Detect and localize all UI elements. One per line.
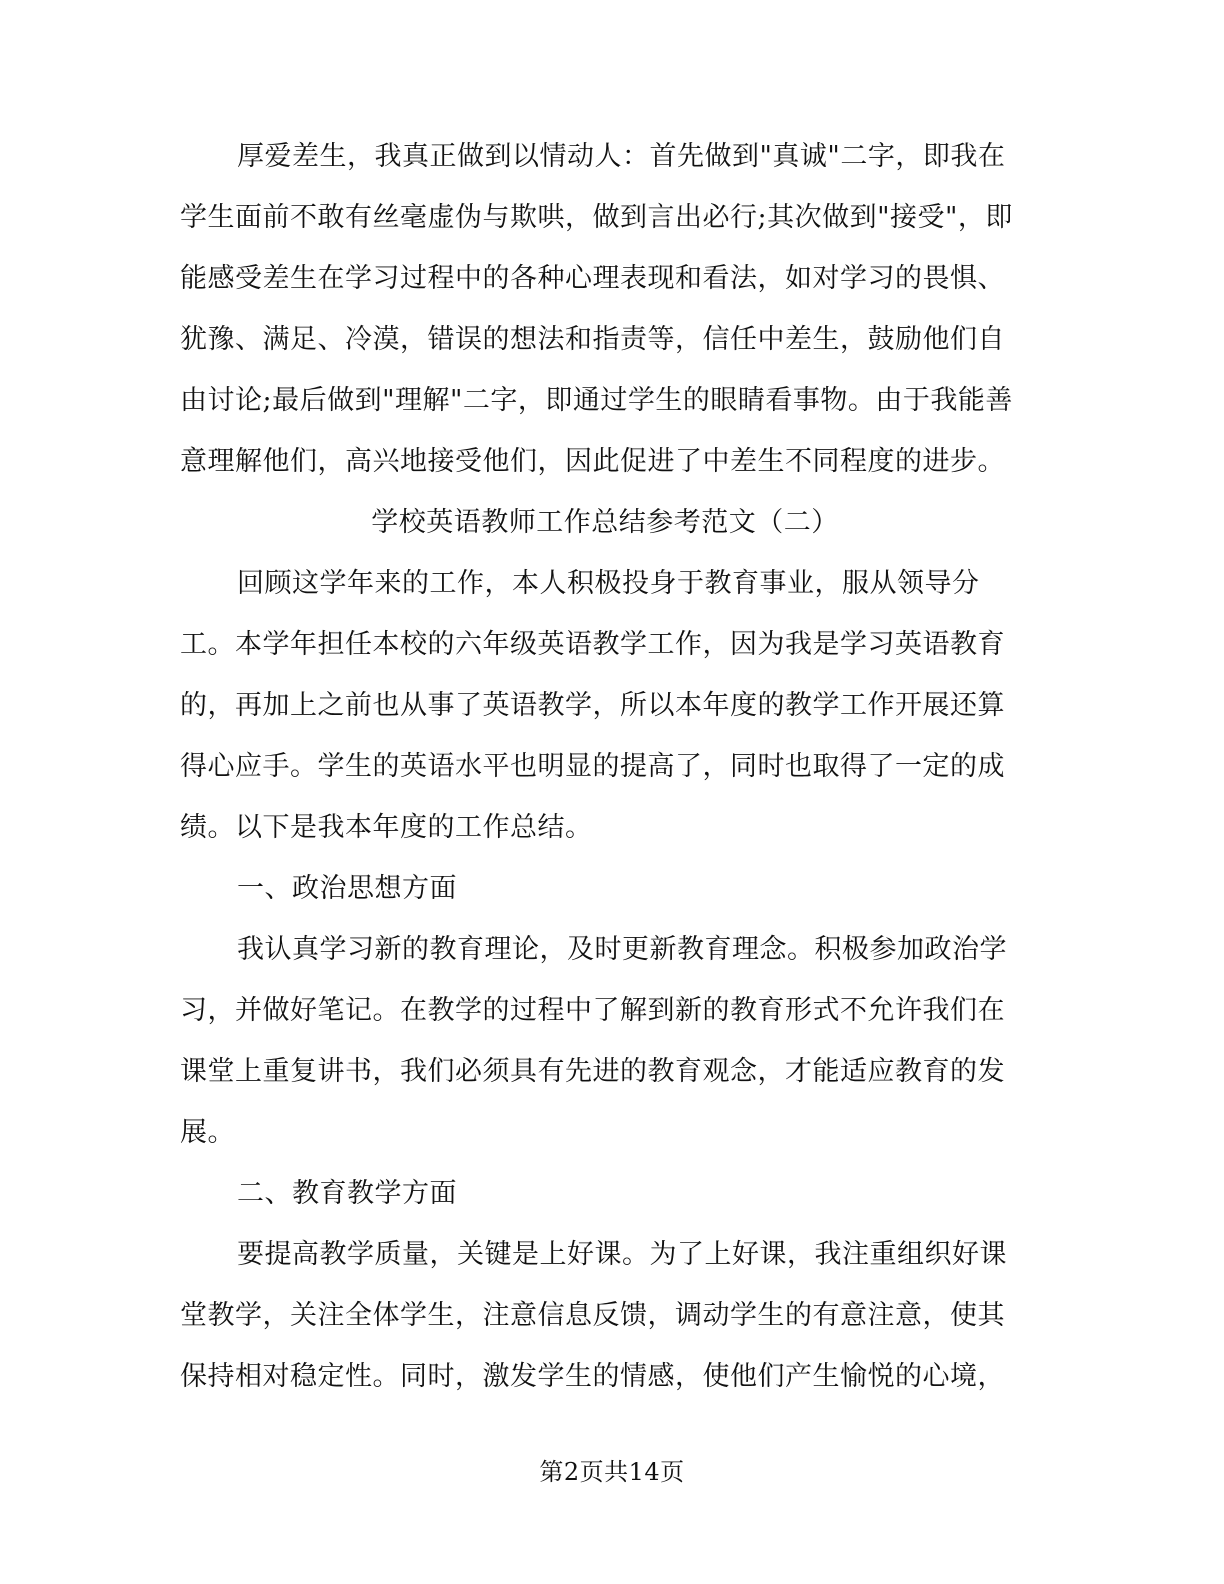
paragraph-line: 堂教学，关注全体学生，注意信息反馈，调动学生的有意注意，使其 <box>180 1300 1005 1331</box>
paragraph-line: 能感受差生在学习过程中的各种心理表现和看法，如对学习的畏惧、 <box>180 263 1005 294</box>
paragraph-line: 保持相对稳定性。同时，激发学生的情感，使他们产生愉悦的心境， <box>180 1361 1005 1392</box>
paragraph-line: 意理解他们，高兴地接受他们，因此促进了中差生不同程度的进步。 <box>180 446 1005 477</box>
subheading: 一、政治思想方面 <box>237 873 457 904</box>
paragraph-line: 得心应手。学生的英语水平也明显的提高了，同时也取得了一定的成 <box>180 751 1005 782</box>
paragraph-line: 学生面前不敢有丝毫虚伪与欺哄，做到言出必行;其次做到"接受"，即 <box>180 202 1013 233</box>
paragraph-line: 犹豫、满足、冷漠，错误的想法和指责等，信任中差生，鼓励他们自 <box>180 324 1005 355</box>
paragraph-line: 绩。以下是我本年度的工作总结。 <box>180 812 593 843</box>
section-title: 学校英语教师工作总结参考范文（二） <box>371 507 839 538</box>
paragraph-line: 厚爱差生，我真正做到以情动人：首先做到"真诚"二字，即我在 <box>237 141 1006 172</box>
paragraph-line: 习，并做好笔记。在教学的过程中了解到新的教育形式不允许我们在 <box>180 995 1005 1026</box>
document-body <box>180 126 1020 1407</box>
page-number-footer: 第2页共14页 <box>539 1458 685 1486</box>
paragraph-line: 回顾这学年来的工作，本人积极投身于教育事业，服从领导分 <box>237 568 980 599</box>
subheading: 二、教育教学方面 <box>237 1178 457 1209</box>
paragraph-line: 的，再加上之前也从事了英语教学，所以本年度的教学工作开展还算 <box>180 690 1005 721</box>
paragraph-line: 我认真学习新的教育理论，及时更新教育理念。积极参加政治学 <box>237 934 1007 965</box>
paragraph-line: 由讨论;最后做到"理解"二字，即通过学生的眼睛看事物。由于我能善 <box>180 385 1013 416</box>
paragraph-line: 课堂上重复讲书，我们必须具有先进的教育观念，才能适应教育的发 <box>180 1056 1005 1087</box>
paragraph-line: 工。本学年担任本校的六年级英语教学工作，因为我是学习英语教育 <box>180 629 1005 660</box>
paragraph-line: 展。 <box>180 1117 235 1148</box>
paragraph-line: 要提高教学质量，关键是上好课。为了上好课，我注重组织好课 <box>237 1239 1007 1270</box>
